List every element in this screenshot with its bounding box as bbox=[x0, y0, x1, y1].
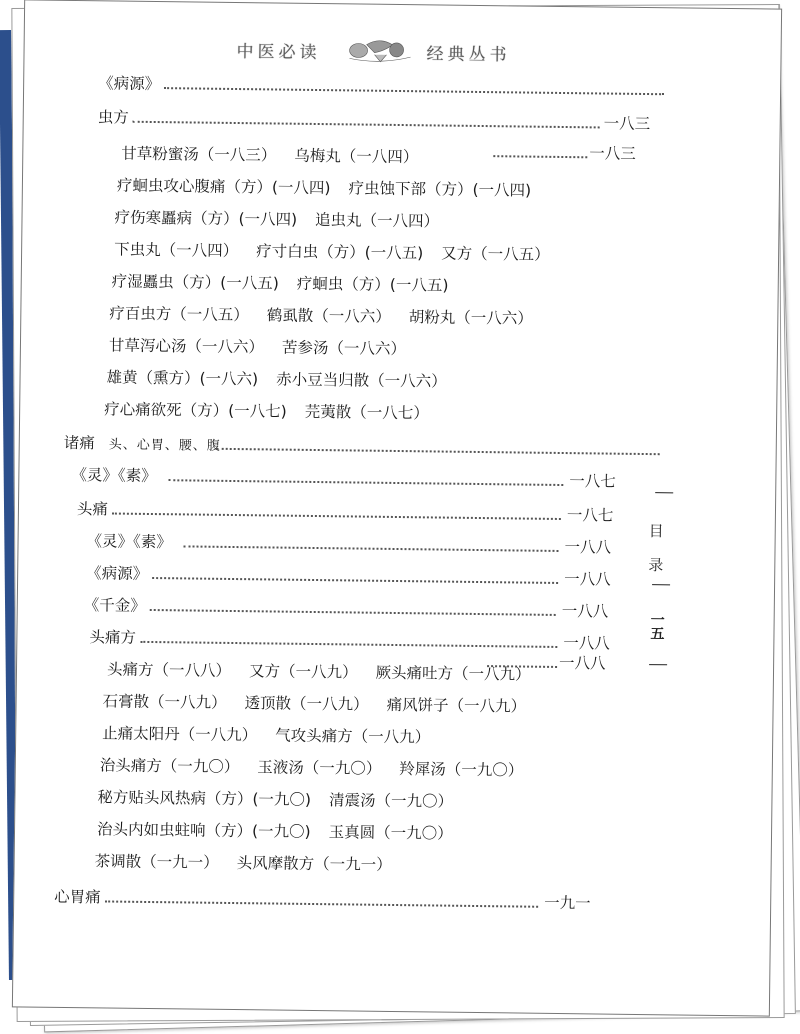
toc-heading bbox=[98, 73, 160, 94]
heading-label: 虫方 bbox=[97, 108, 129, 127]
toc-item: 疗寸白虫（方）(一八五) bbox=[256, 242, 424, 263]
side-rule bbox=[652, 584, 670, 585]
toc-item-row bbox=[102, 723, 430, 747]
toc-heading bbox=[77, 499, 108, 519]
leader-dots bbox=[133, 121, 600, 129]
toc-item: 治头痛方（一九〇） bbox=[99, 756, 240, 777]
toc-item: 疗伤寒䘌病（方）(一八四) bbox=[114, 208, 298, 229]
toc-item: 清震汤（一九〇） bbox=[328, 791, 454, 811]
header-series-right: 经典丛书 bbox=[426, 44, 511, 66]
leader-dots bbox=[150, 609, 556, 616]
leader-dots bbox=[140, 641, 557, 648]
leader-dots bbox=[112, 513, 561, 520]
toc-item: 玉液汤（一九〇） bbox=[257, 758, 382, 778]
leader-dots bbox=[184, 545, 559, 552]
toc-item: 疗湿䘌虫（方）(一八五) bbox=[111, 272, 279, 293]
entry-page-number: 一八三 bbox=[589, 144, 636, 163]
toc-item: 厥头痛吐方（一八九） bbox=[375, 663, 531, 684]
toc-item: 雄黄（熏方）(一八六) bbox=[106, 368, 259, 389]
toc-item: 鹤虱散（一八六） bbox=[266, 306, 391, 326]
toc-item-row bbox=[104, 399, 429, 423]
toc-item: 下虫丸（一八四） bbox=[114, 240, 239, 261]
toc-item-row bbox=[109, 335, 406, 359]
entry-page-number: 一八八 bbox=[561, 602, 609, 621]
toc-item-row bbox=[121, 144, 418, 168]
entry-page-number: 一八八 bbox=[559, 653, 606, 673]
toc-item: 茶调散（一九一） bbox=[94, 852, 219, 872]
toc-item: 甘草粉蜜汤（一八三） bbox=[121, 144, 277, 165]
entry-page-number: 一八七 bbox=[569, 472, 616, 491]
heading-label: 头痛 bbox=[76, 500, 109, 519]
toc-item: 追虫丸（一八四） bbox=[315, 210, 440, 231]
book-page bbox=[12, 0, 782, 1017]
toc-item: 芫荑散（一八七） bbox=[304, 402, 429, 423]
toc-item: 羚犀汤（一九〇） bbox=[399, 760, 524, 780]
toc-heading bbox=[54, 887, 101, 908]
toc-item: 又方（一八九） bbox=[248, 662, 358, 682]
entry-page-number: 一八七 bbox=[566, 506, 614, 525]
toc-item-row bbox=[100, 755, 524, 780]
toc-item-row bbox=[117, 176, 531, 201]
toc-item-row bbox=[106, 367, 446, 391]
toc-item-row bbox=[107, 659, 531, 684]
toc-item: 甘草泻心汤（一八六） bbox=[108, 336, 265, 357]
toc-item-row bbox=[114, 240, 550, 265]
toc-item-row bbox=[97, 787, 453, 811]
toc-item: 疗心痛欲死（方）(一八七) bbox=[104, 400, 287, 421]
entry-page-number: 一八三 bbox=[603, 114, 651, 134]
toc-item: 痛风饼子（一八九） bbox=[386, 695, 527, 716]
leader-dots bbox=[217, 448, 660, 455]
heading-label: 头痛方 bbox=[89, 628, 137, 647]
toc-item: 头痛方（一八八） bbox=[106, 660, 232, 680]
heading-label: 心胃痛 bbox=[54, 887, 101, 907]
heading-label: 《千金》 bbox=[83, 596, 146, 615]
heading-label: 《灵》《素》 bbox=[71, 466, 157, 486]
toc-item: 治头内如虫蛀响（方）(一九〇) bbox=[96, 820, 311, 841]
heading-label: 《病源》 bbox=[86, 564, 149, 583]
entry-page-number: 一九一 bbox=[544, 893, 591, 913]
toc-item: 苦参汤（一八六） bbox=[281, 338, 407, 359]
toc-item: 秘方贴头风热病（方）(一九〇) bbox=[97, 788, 312, 809]
page-header bbox=[236, 33, 526, 69]
toc-heading bbox=[84, 595, 146, 616]
toc-item-row bbox=[95, 851, 392, 875]
toc-heading bbox=[89, 627, 136, 648]
toc-heading bbox=[71, 465, 157, 486]
toc-item: 石膏散（一八九） bbox=[102, 692, 227, 712]
toc-item: 疗百虫方（一八五） bbox=[109, 304, 249, 325]
toc-heading bbox=[98, 107, 129, 127]
toc-item: 乌梅丸（一八四） bbox=[294, 146, 419, 167]
header-series-left: 中医必读 bbox=[236, 42, 321, 64]
page-number: 一五 bbox=[648, 612, 665, 641]
toc-item: 胡粉丸（一八六） bbox=[408, 308, 533, 328]
heading-label: 《灵》《素》 bbox=[86, 532, 172, 552]
side-label-mu: 目 bbox=[648, 522, 664, 541]
toc-item: 透顶散（一八九） bbox=[244, 694, 369, 714]
toc-item: 疗蛔虫攻心腹痛（方）(一八四) bbox=[116, 176, 331, 198]
toc-item-row bbox=[109, 303, 533, 328]
toc-item: 疗虫蚀下部（方）(一八四) bbox=[348, 179, 532, 200]
toc-item: 赤小豆当归散（一八六） bbox=[276, 370, 447, 391]
toc-item: 头风摩散方（一九一） bbox=[236, 854, 392, 874]
heading-note: 头、心胃、腰、腹 bbox=[108, 437, 221, 454]
toc-heading bbox=[86, 563, 148, 584]
toc-item-row bbox=[114, 208, 439, 232]
toc-item: 止痛太阳丹（一八九） bbox=[102, 724, 258, 745]
leader-dots bbox=[493, 155, 587, 158]
heading-label: 诸痛 bbox=[63, 433, 95, 453]
toc-item-row bbox=[97, 819, 453, 843]
leader-dots bbox=[168, 479, 563, 486]
leader-dots bbox=[105, 900, 538, 907]
toc-item: 疗蛔虫（方）(一八五) bbox=[296, 274, 449, 295]
heading-label: 《病源》 bbox=[98, 74, 161, 94]
side-rule bbox=[649, 664, 667, 665]
toc-heading bbox=[86, 531, 172, 552]
leader-dots bbox=[152, 577, 558, 584]
side-label-lu: 录 bbox=[648, 556, 664, 575]
toc-item-row bbox=[112, 271, 449, 295]
toc-item: 玉真圆（一九〇） bbox=[328, 823, 453, 843]
toc-item: 气攻头痛方（一八九） bbox=[275, 726, 431, 747]
leader-dots bbox=[164, 87, 664, 95]
header-ornament-icon bbox=[344, 34, 414, 65]
entry-page-number: 一八八 bbox=[564, 538, 612, 557]
entry-page-number: 一八八 bbox=[563, 634, 610, 653]
toc-item: 又方（一八五） bbox=[441, 244, 550, 264]
entry-page-number: 一八八 bbox=[564, 570, 611, 589]
toc-heading bbox=[64, 433, 221, 457]
toc-item-row bbox=[102, 691, 526, 716]
side-rule bbox=[655, 492, 673, 493]
